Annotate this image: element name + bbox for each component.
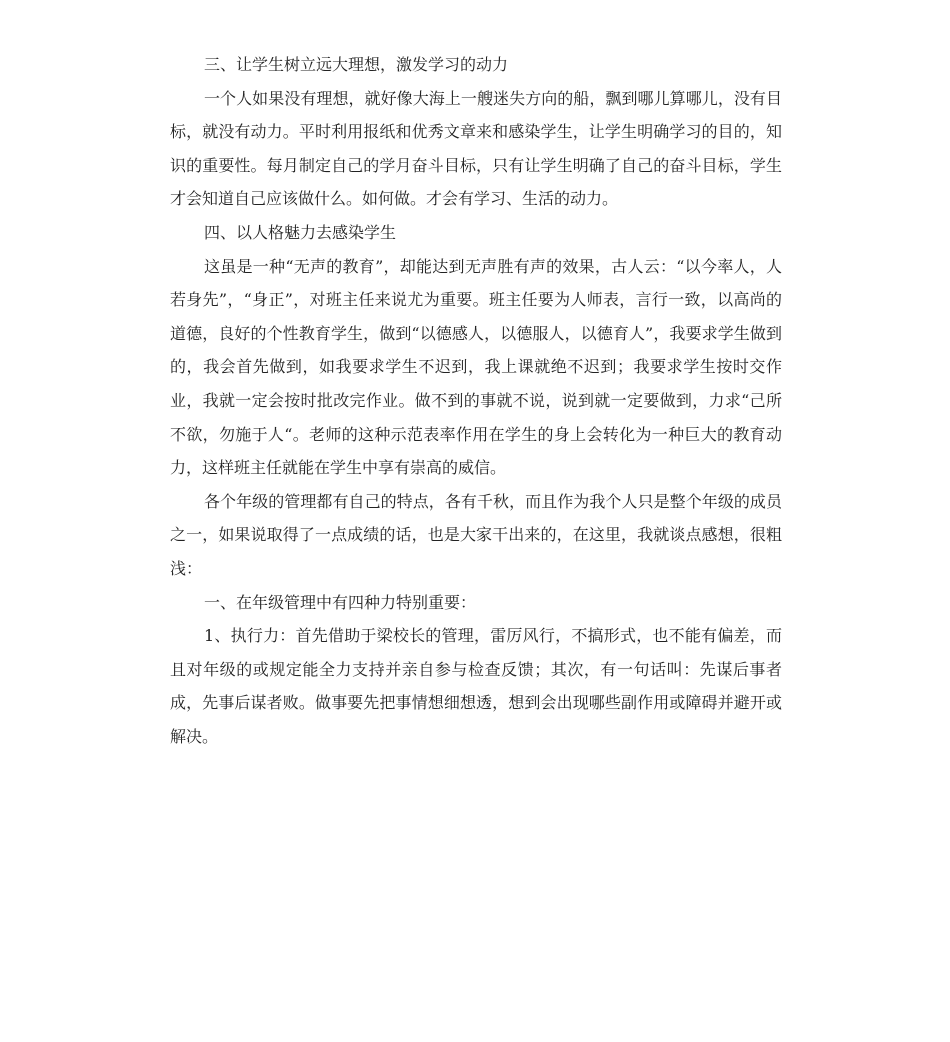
section-heading-1: 一、在年级管理中有四种力特别重要： <box>204 592 477 612</box>
document-body <box>170 48 782 753</box>
paragraph-grade-management: 各个年级的管理都有自己的特点，各有千秋，而且作为我个人只是整个年级的成员之一，如果说取得了一点成绩的话，也是大家干出来的，在这里，我就谈点感想，很粗浅： <box>170 491 782 578</box>
paragraph-ideals: 一个人如果没有理想，就好像大海上一艘迷失方向的船，飘到哪儿算哪儿，没有目标，就没有动力。平时利用报纸和优秀文章来和感染学生，让学生明确学习的目的，知识的重要性。每月制定自己的学月奋斗目标，只有让学生明确了自己的奋斗目标，学生才会知道自己应该做什么。如何做。才会有学习、生活的动力。 <box>170 88 782 209</box>
paragraph-execution: 1、执行力：首先借助于梁校长的管理，雷厉风行，不搞形式，也不能有偏差，而且对年级的或规定能全力支持并亲自参与检查反馈；其次，有一句话叫：先谋后事者成，先事后谋者败。做事要先把事情想细想透，想到会出现哪些副作用或障碍并避开或解决。 <box>170 626 782 746</box>
paragraph-personality: 这虽是一种“无声的教育”，却能达到无声胜有声的效果，古人云：“以今率人，人若身先”，“身正”，对班主任来说尤为重要。班主任要为人师表，言行一致，以高尚的道德，良好的个性教育学生，做到“以德感人，以德服人，以德育人”，我要求学生做到的，我会首先做到，如我要求学生不迟到，我上课就绝不迟到；我要求学生按时交作业，我就一定会按时批改完作业。做不到的事就不说，说到就一定要做到，力求“己所不欲，勿施于人“。老师的这种示范表率作用在学生的身上会转化为一种巨大的教育动力，这样班主任就能在学生中享有崇高的威信。 <box>170 256 782 478</box>
section-heading-4: 四、以人格魅力去感染学生 <box>204 222 397 242</box>
section-heading-3: 三、让学生树立远大理想，激发学习的动力 <box>204 55 509 74</box>
